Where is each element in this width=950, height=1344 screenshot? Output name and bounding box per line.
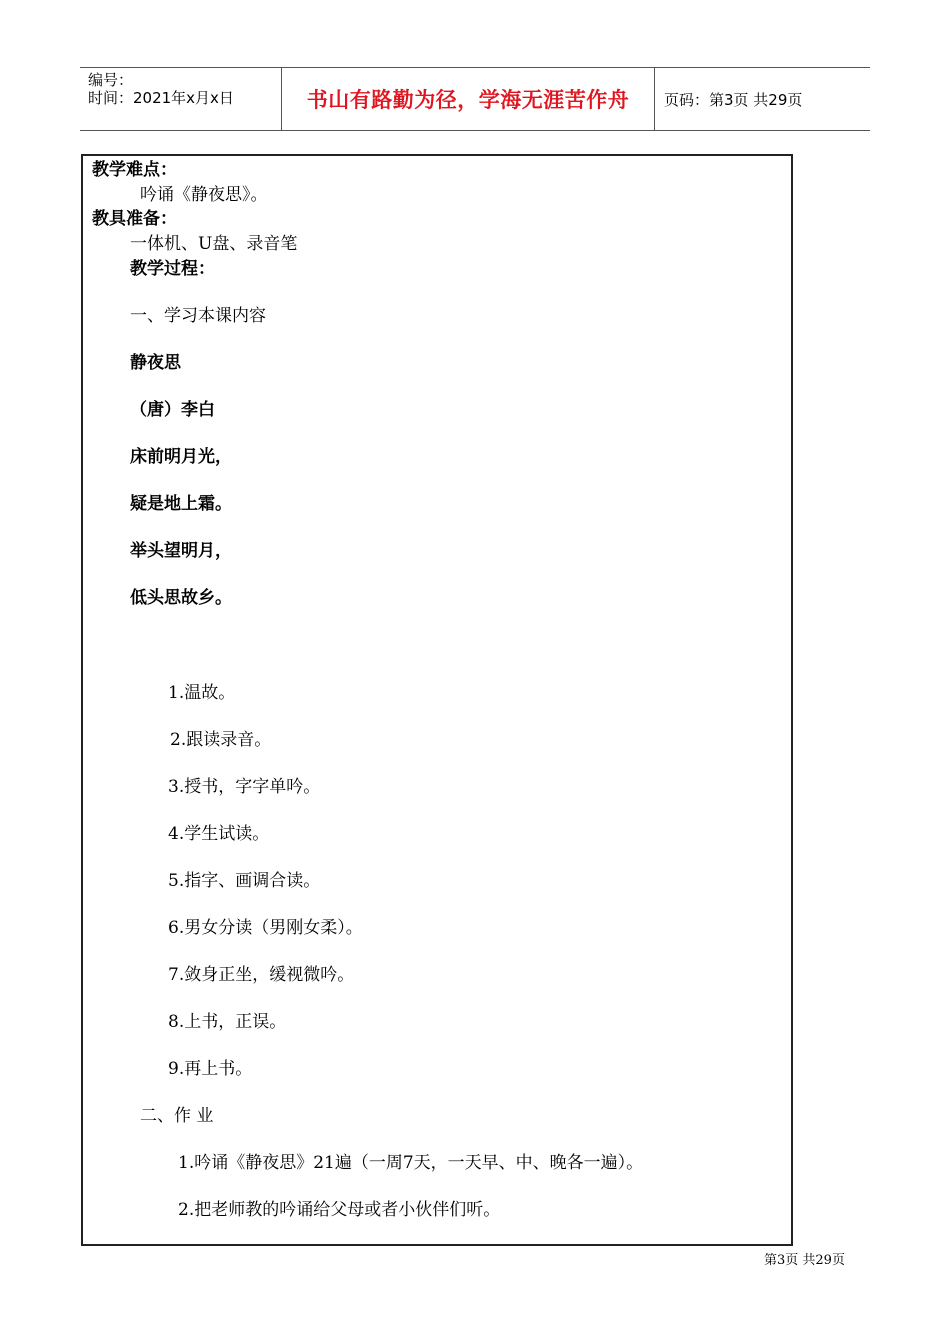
step-item: 3.授书，字字单吟。 bbox=[168, 777, 321, 797]
step-item: 1.温故。 bbox=[168, 683, 236, 703]
poem-title: 静夜思 bbox=[130, 353, 181, 373]
step-item: 4.学生试读。 bbox=[168, 824, 270, 844]
step-item: 7.敛身正坐，缓视微吟。 bbox=[168, 965, 355, 985]
header-motto: 书山有路勤为径，学海无涯苦作舟 bbox=[306, 88, 630, 112]
header-divider bbox=[654, 68, 655, 130]
poem-line: 低头思故乡。 bbox=[130, 588, 232, 608]
section2-title: 二、作 业 bbox=[140, 1106, 214, 1126]
homework-item: 2.把老师教的吟诵给父母或者小伙伴们听。 bbox=[178, 1200, 501, 1220]
poem-line: 举头望明月， bbox=[130, 541, 232, 561]
number-label: 编号： bbox=[88, 71, 134, 89]
poem-line: 疑是地上霜。 bbox=[130, 494, 232, 514]
homework-item: 1.吟诵《静夜思》21遍（一周7天，一天早、中、晚各一遍）。 bbox=[178, 1153, 644, 1173]
difficulty-title: 教学难点： bbox=[92, 160, 177, 180]
poem-author: （唐）李白 bbox=[130, 400, 215, 420]
date-label: 时间：2021年x月x日 bbox=[88, 89, 234, 107]
process-title: 教学过程： bbox=[130, 259, 215, 279]
footer-page-number: 第3页 共29页 bbox=[764, 1253, 845, 1268]
lesson-content-box bbox=[81, 154, 793, 1246]
step-item: 8.上书，正误。 bbox=[168, 1012, 287, 1032]
section1-title: 一、学习本课内容 bbox=[130, 306, 266, 326]
step-item: 6.男女分读（男刚女柔）。 bbox=[168, 918, 363, 938]
tools-title: 教具准备： bbox=[92, 209, 177, 229]
step-item: 5.指字、画调合读。 bbox=[168, 871, 321, 891]
header-info bbox=[88, 71, 284, 107]
tools-text: 一体机、U盘、录音笔 bbox=[130, 234, 298, 254]
header-table bbox=[80, 67, 870, 131]
difficulty-text: 吟诵《静夜思》。 bbox=[140, 185, 268, 205]
step-item: 9.再上书。 bbox=[168, 1059, 253, 1079]
step-item: 2.跟读录音。 bbox=[170, 730, 272, 750]
header-page-code: 页码：第3页 共29页 bbox=[664, 90, 803, 109]
poem-line: 床前明月光， bbox=[130, 447, 232, 467]
